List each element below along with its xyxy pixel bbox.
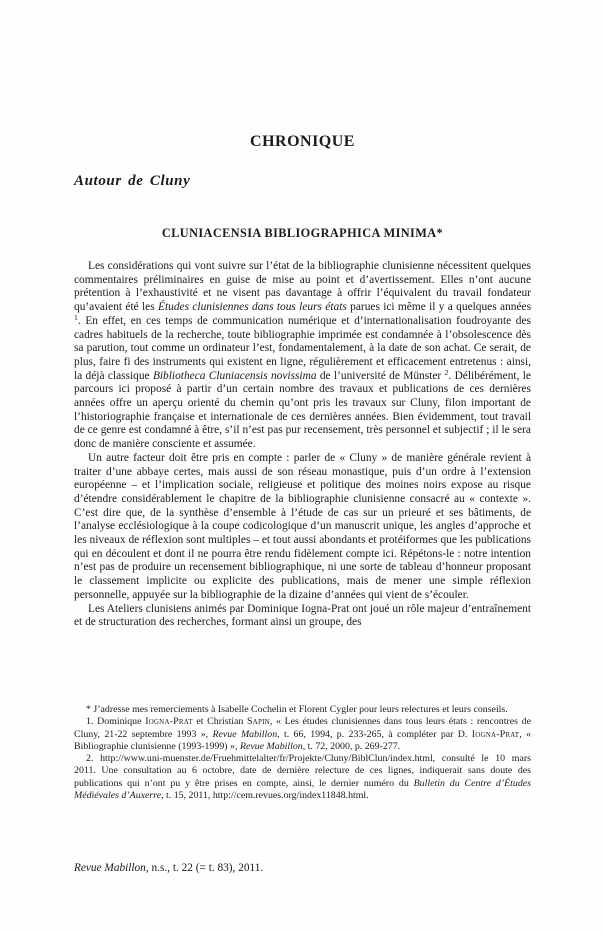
section-heading: Autour de Cluny [74,173,191,189]
page-header-title: CHRONIQUE [250,133,355,150]
footnote-asterisk: * J’adresse mes remerciements à Isabelle Cochelin et Florent Cygler pour leurs relectures et leurs conseils. [86,704,508,715]
footnotes-block [74,704,531,802]
paragraph-3: Les Ateliers clunisiens animés par Dominique Iogna-Prat ont joué un rôle majeur d’entraînement et de structuration des recherches, formant ainsi un groupe, des [74,602,531,629]
journal-footer: Revue Mabillon, n.s., t. 22 (= t. 83), 2011. [74,862,264,874]
paragraph-2: Un autre facteur doit être pris en compte : parler de « Cluny » de manière générale revient à traiter d’une abbaye certes, mais aussi de son réseau monastique, puis d’un ordre à l’extension européenne – et l’implication sociale, religieuse et politique des moines noirs expose au risque d’étendre considérablement le chapitre de la bibliographie clunisienne consacré au « contexte ». C’est dire que, de la synthèse d’ensemble à l’étude de cas sur un prieuré et ses bâtiments, de l’analyse ecclésiologique à la coupe codicologique d’un manuscrit unique, les angles d’approche et les niveaux de réflexion sont multiples – et tout aussi abondants et protéiformes que les publications qui en découlent et dont il ne pourra être rendu fidèlement compte ici. Répétons-le : notre intention n’est pas de produire un recensement bibliographique, ni une sorte de tableau d’honneur proposant le classement implicite ou explicite des publications, mais de mener une simple réflexion personnelle, appuyée sur la bibliographie de la dizaine d’années qui vient de s’écouler. [74,451,531,601]
footnote-1: 1. Dominique Iogna-Prat et Christian Sapin, « Les études clunisiennes dans tous leurs états : rencontres de Cluny, 21-22 septembre 1993 », Revue Mabillon, t. 66, 1994, p. 233-265, à compléter par D. Iogna-Prat, « Bibliographie clunisienne (1993-1999) », Revue Mabillon, t. 72, 2000, p. 269-277. [74,716,531,752]
article-title: CLUNIACENSIA BIBLIOGRAPHICA MINIMA* [161,226,444,240]
paragraph-1: Les considérations qui vont suivre sur l’état de la bibliographie clunisienne nécessitent quelques commentaires préliminaires en guise de mise au point et d’avertissement. Elles n’ont aucune prétention à l’exhaustivité et ne visent pas davantage à offrir l’équivalent du travail fondateur qu’avaient été les Études clunisiennes dans tous leurs états parues ici même il y a quelques années $^1$. En effet, en ces temps de communication numérique et d’internationalisation foudroyante des cadres habituels de la recherche, toute bibliographie imprimée est condamnée à l’obsolescence dès sa parution, tout comme un ordinateur l’est, fondamentalement, à la date de son achat. Ce serait, de plus, faire fi des instruments qui existent en ligne, régulièrement et efficacement entretenus : ainsi, la déjà classique Bibliotheca Cluniacensis novissima de l’université de Münster $^2$. Délibérément, le parcours ici proposé à partir d’un certain nombre des travaux et publications de ces dernières années offre un aperçu orienté du chemin qu’ont pris les travaux sur Cluny, filon important de l’historiographie française et internationale de ces dernières années. Bien évidemment, tout travail de ce genre est condamné à être, s’il n’est pas pur recensement, très personnel et subjectif ; il le sera donc de manière consciente et assumée. [74,260,531,451]
footnote-2: 2. http://www.uni-muenster.de/Fruehmittelalter/fr/Projekte/Cluny/BiblClun/index.html, consulté le 10 mars 2011. Une consultation au 6 octobre, date de dernière relecture de ces lignes, indiquerait sans doute des publications qui n’ont pu y être prises en compte, ainsi, le dernier numéro du Bulletin du Centre d’Études Médiévales d’Auxerre, t. 15, 2011, http://cem.revues.org/index11848.html. [74,753,531,802]
article-body [74,260,531,630]
